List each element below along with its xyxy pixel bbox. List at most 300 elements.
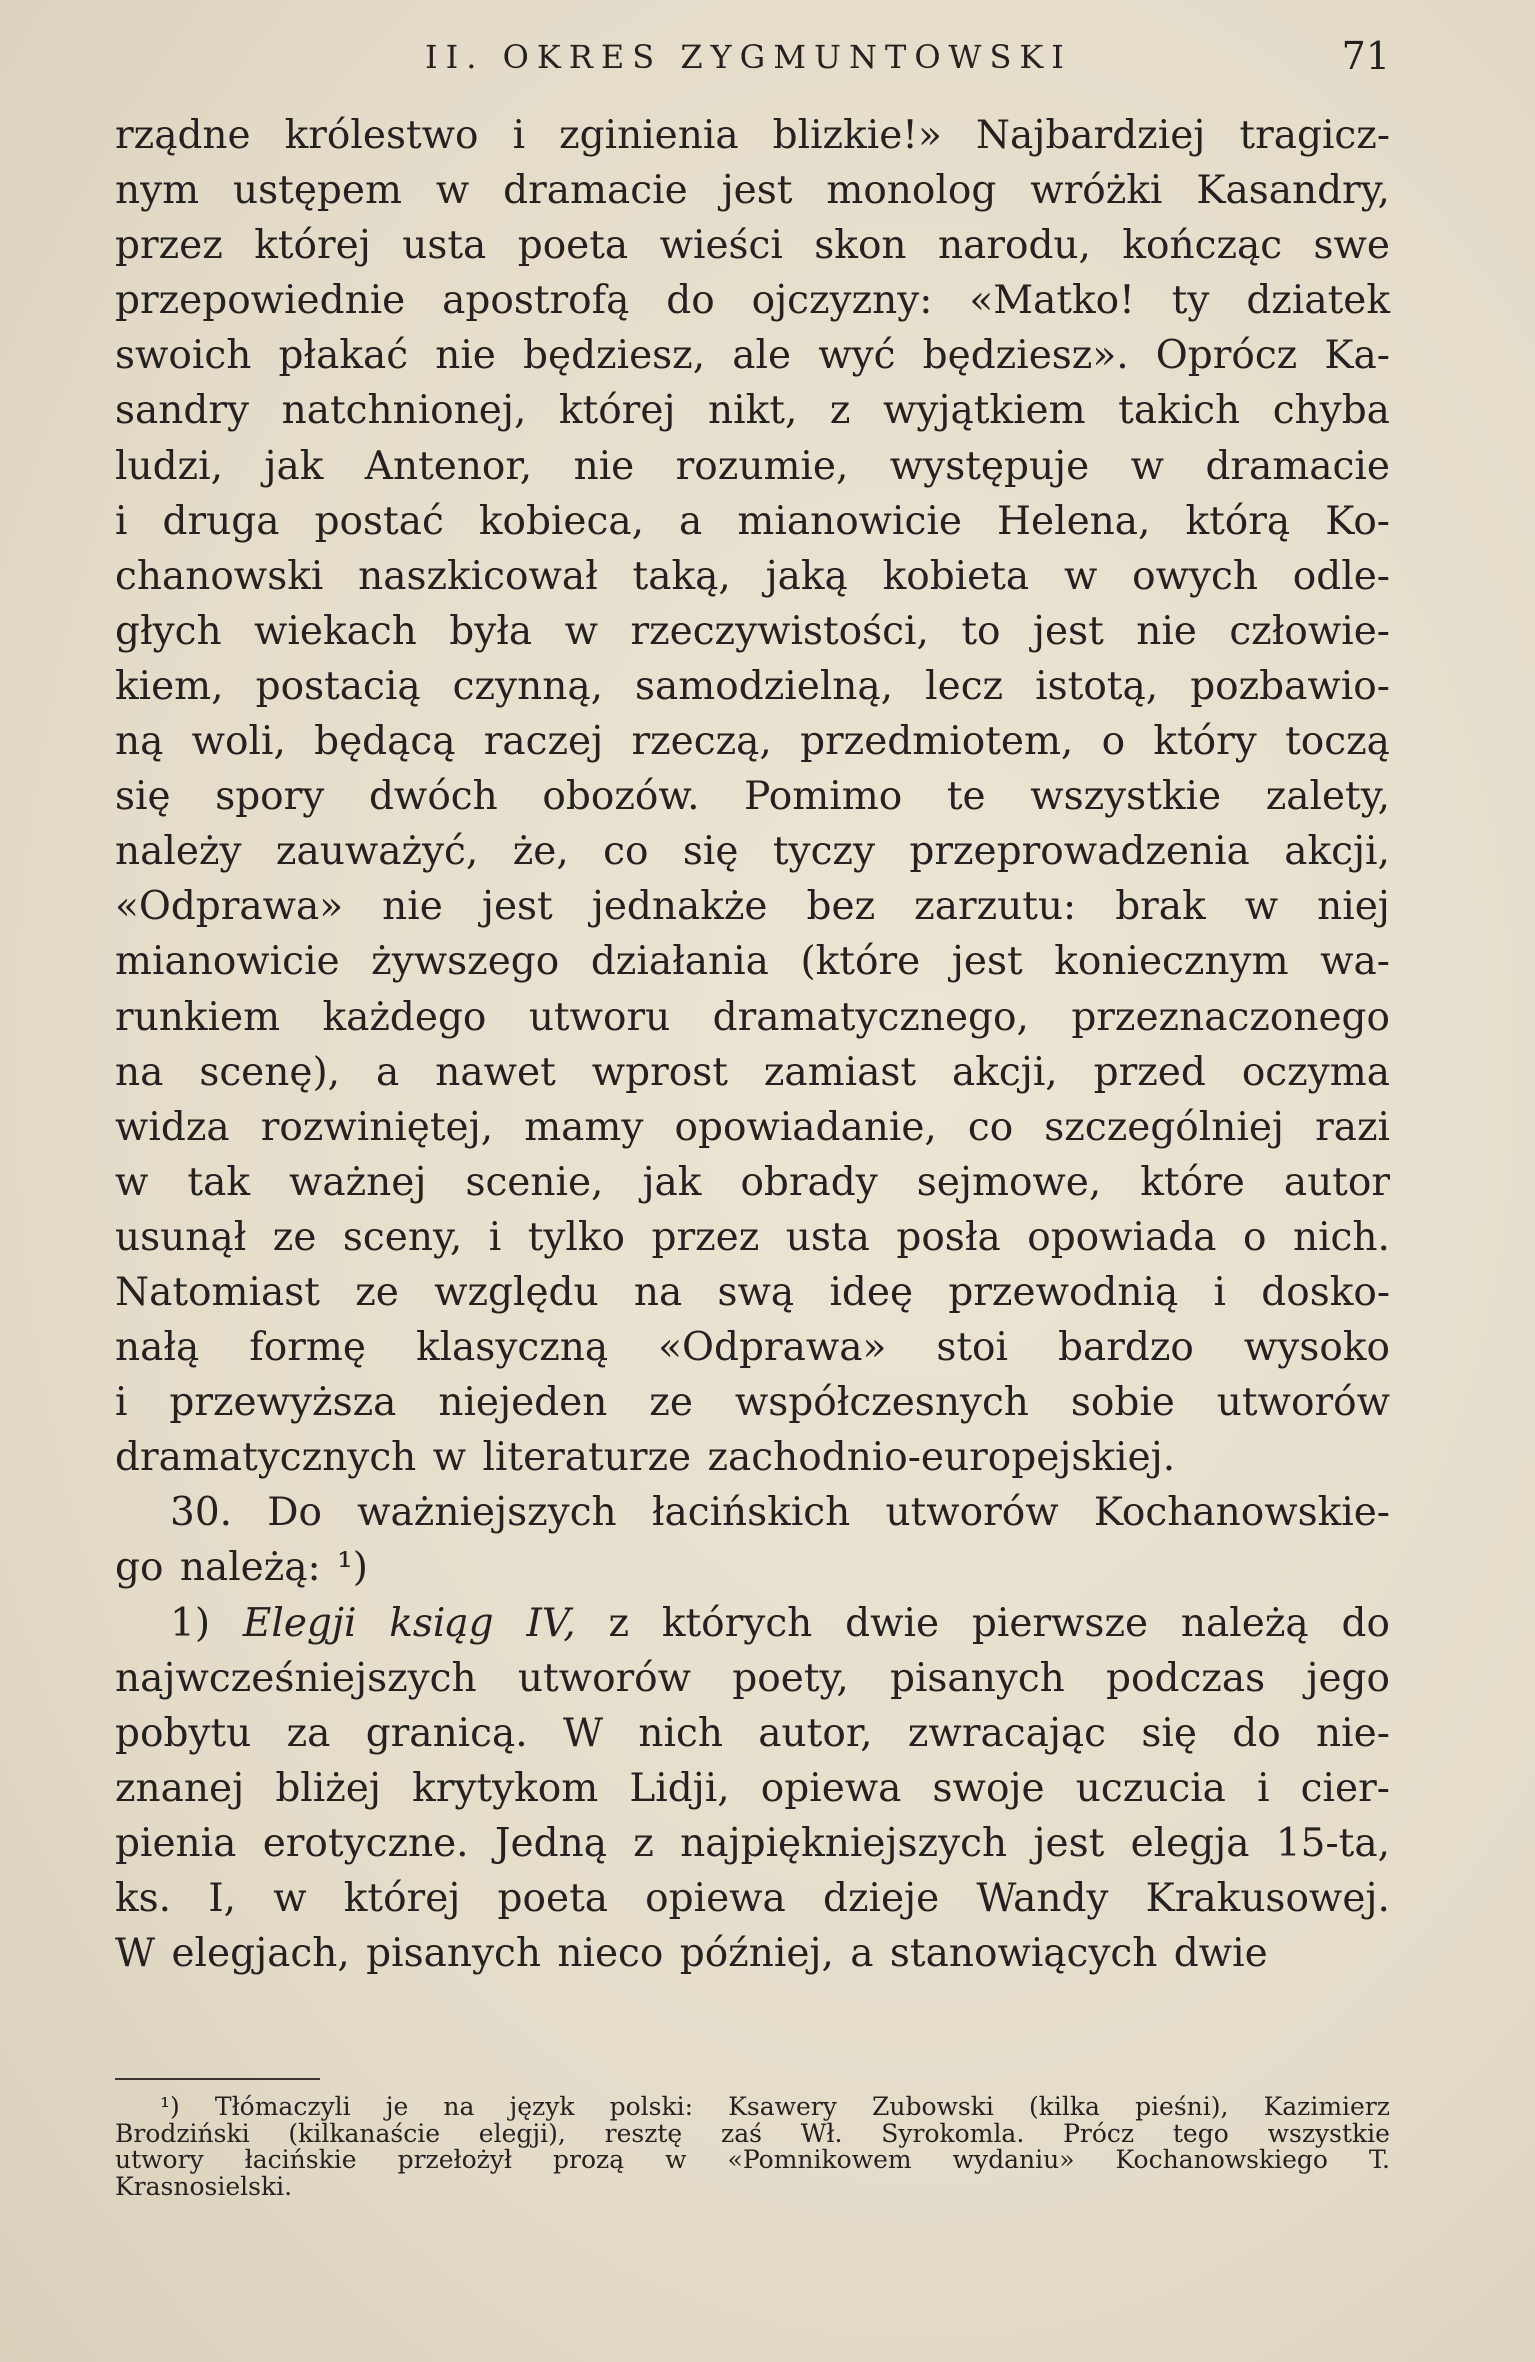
word: działania bbox=[590, 939, 769, 985]
word: była bbox=[449, 608, 533, 654]
word: rzeczywistości, bbox=[630, 608, 929, 654]
word: Kochanowskiego bbox=[1115, 2145, 1328, 2174]
word: Wł. bbox=[800, 2118, 843, 2148]
text-line bbox=[115, 163, 1390, 218]
word: lecz bbox=[925, 663, 1004, 709]
word: dzieje bbox=[822, 1876, 940, 1921]
word: elegji), bbox=[478, 2118, 566, 2148]
word: bardzo bbox=[1058, 1325, 1194, 1371]
word: ty bbox=[1171, 278, 1210, 324]
word: zauważyć, bbox=[275, 829, 479, 875]
word: wróżki bbox=[1030, 168, 1163, 214]
word: głych bbox=[115, 608, 222, 654]
text-line bbox=[115, 1485, 1390, 1540]
word: co bbox=[603, 829, 649, 875]
word: 15-ta, bbox=[1275, 1820, 1390, 1866]
text-line bbox=[115, 659, 1390, 714]
word: druga bbox=[162, 498, 280, 544]
word: nieco bbox=[557, 1931, 664, 1977]
word: ¹) bbox=[160, 2092, 180, 2121]
word: język bbox=[509, 2092, 575, 2121]
word: posła bbox=[896, 1214, 1001, 1260]
text-line bbox=[115, 1596, 1390, 1651]
word: monolog bbox=[826, 168, 997, 214]
text-line bbox=[115, 218, 1390, 273]
word: kobieca, bbox=[478, 498, 644, 544]
word: na bbox=[443, 2092, 475, 2121]
word: sobie bbox=[1070, 1380, 1175, 1426]
word: apostrofą bbox=[442, 278, 630, 324]
word: Pomimo bbox=[744, 774, 903, 820]
word: utworu bbox=[528, 994, 671, 1040]
word: wszystkie bbox=[1267, 2118, 1390, 2148]
word: istotą, bbox=[1035, 663, 1159, 709]
word: przeprowadzenia bbox=[909, 829, 1250, 875]
word: naszkicował bbox=[358, 553, 598, 599]
word: dwie bbox=[845, 1600, 940, 1646]
word: autor bbox=[1283, 1159, 1390, 1205]
word: (które bbox=[800, 939, 921, 985]
word: a bbox=[850, 1931, 874, 1977]
word: względu bbox=[434, 1269, 599, 1315]
word: brak bbox=[1115, 884, 1206, 930]
word: niej bbox=[1317, 884, 1390, 930]
word: elegjach, bbox=[171, 1931, 350, 1977]
word: te bbox=[946, 774, 986, 820]
text-line bbox=[115, 1761, 1390, 1816]
word: występuje bbox=[889, 443, 1090, 489]
text-line bbox=[115, 714, 1390, 769]
text-line bbox=[115, 1871, 1390, 1926]
word: W bbox=[562, 1710, 604, 1756]
footnotes bbox=[115, 2094, 1390, 2200]
word: utworów bbox=[885, 1490, 1059, 1536]
text-line bbox=[115, 1265, 1390, 1320]
word: woli, bbox=[191, 719, 286, 765]
word: odle- bbox=[1292, 553, 1390, 599]
word: ¹) bbox=[337, 1545, 368, 1591]
word: ze bbox=[272, 1214, 317, 1260]
word: spory bbox=[215, 774, 325, 820]
text-line bbox=[115, 1045, 1390, 1100]
word: postać bbox=[314, 498, 444, 544]
word: Prócz bbox=[1063, 2118, 1135, 2148]
word: płakać bbox=[278, 333, 409, 379]
text-line bbox=[115, 990, 1390, 1045]
word: o bbox=[1101, 719, 1126, 765]
word: sejmowe, bbox=[916, 1159, 1102, 1205]
word: nawet bbox=[435, 1049, 556, 1095]
word: łacińskich bbox=[651, 1490, 851, 1536]
word: których bbox=[661, 1600, 813, 1646]
word: i bbox=[1257, 1765, 1270, 1811]
word: Helena, bbox=[997, 498, 1151, 544]
word: będącą bbox=[314, 719, 456, 765]
word: w bbox=[1130, 443, 1165, 489]
word: w bbox=[665, 2145, 687, 2174]
word: Wandy bbox=[976, 1876, 1109, 1921]
word: wieści bbox=[659, 223, 783, 269]
word: skon bbox=[814, 223, 907, 269]
word: wa- bbox=[1320, 939, 1390, 985]
word: jest bbox=[951, 939, 1023, 985]
word: której bbox=[254, 223, 371, 269]
word: wiekach bbox=[254, 608, 417, 654]
word: nie bbox=[435, 333, 496, 379]
word: zwracając bbox=[907, 1710, 1107, 1756]
word: (kilka bbox=[1029, 2092, 1100, 2121]
word: pisanych bbox=[889, 1655, 1065, 1701]
word: Antenor, bbox=[364, 443, 533, 489]
word: się bbox=[1141, 1710, 1197, 1756]
footnote-line bbox=[115, 2147, 1390, 2174]
word: granicą. bbox=[365, 1710, 528, 1756]
word: poeta bbox=[497, 1876, 608, 1921]
word: blizkie!» bbox=[772, 113, 942, 158]
word: Kasandry, bbox=[1196, 168, 1390, 214]
word: Zubowski bbox=[871, 2092, 994, 2121]
word: Tłómaczyli bbox=[214, 2092, 351, 2121]
word: ojczyzny: bbox=[751, 278, 933, 324]
word: w bbox=[435, 168, 470, 214]
word: jaką bbox=[765, 553, 848, 599]
word: ksiąg bbox=[389, 1600, 494, 1646]
word: ustępem bbox=[233, 168, 402, 214]
word: pobytu bbox=[115, 1710, 252, 1756]
word: należy bbox=[115, 829, 242, 875]
word: kończąc bbox=[1122, 223, 1283, 269]
word: cier- bbox=[1300, 1765, 1390, 1811]
word: 30. bbox=[170, 1490, 233, 1536]
word: ze bbox=[355, 1269, 399, 1315]
word: Ksawery bbox=[728, 2092, 837, 2121]
word: ważnej bbox=[288, 1159, 427, 1205]
word: jest bbox=[1032, 608, 1104, 654]
word: I, bbox=[208, 1876, 237, 1921]
word: będziesz, bbox=[523, 333, 706, 379]
word: i bbox=[488, 1214, 502, 1260]
word: niejeden bbox=[438, 1380, 608, 1426]
word: przewyższa bbox=[169, 1380, 397, 1426]
word: poety, bbox=[732, 1655, 849, 1701]
word: przez bbox=[115, 223, 223, 269]
word: tragicz- bbox=[1239, 113, 1390, 158]
word: pienia bbox=[115, 1820, 237, 1866]
word: królestwo bbox=[284, 113, 479, 158]
word: w bbox=[273, 1876, 307, 1921]
word: wprost bbox=[591, 1049, 728, 1095]
word: bliżej bbox=[275, 1765, 381, 1811]
word: rozwiniętej, bbox=[260, 1104, 494, 1150]
word: kobieta bbox=[882, 553, 1030, 599]
word: dosko- bbox=[1261, 1269, 1390, 1315]
word: stanowiących bbox=[889, 1931, 1158, 1977]
word: później, bbox=[679, 1931, 834, 1977]
word: W bbox=[115, 1931, 156, 1977]
word: uczucia bbox=[1075, 1765, 1226, 1811]
text-line bbox=[115, 604, 1390, 659]
word: Lidji, bbox=[629, 1765, 730, 1811]
word: dramatycznego, bbox=[712, 994, 1029, 1040]
word: Kochanowskie- bbox=[1093, 1490, 1390, 1536]
footnote-line bbox=[115, 2171, 1390, 2201]
word: i bbox=[115, 1380, 128, 1426]
word: narodu, bbox=[937, 223, 1091, 269]
word: Kazimierz bbox=[1263, 2092, 1390, 2121]
word: łacińskie bbox=[244, 2145, 357, 2174]
text-line bbox=[115, 108, 1390, 163]
text-line bbox=[115, 549, 1390, 604]
word: dwie bbox=[1173, 1931, 1268, 1977]
word: wyjątkiem bbox=[883, 388, 1086, 434]
word: przełożył bbox=[397, 2145, 513, 2174]
word: swą bbox=[717, 1269, 795, 1315]
word: oczyma bbox=[1241, 1049, 1390, 1095]
word: usta bbox=[785, 1214, 870, 1260]
word: się bbox=[115, 774, 171, 820]
text-line bbox=[115, 1816, 1390, 1871]
word: szczególniej bbox=[1044, 1104, 1285, 1150]
word: stoi bbox=[936, 1325, 1008, 1371]
text-line bbox=[115, 1155, 1390, 1210]
word: ważniejszych bbox=[357, 1490, 617, 1536]
word: którą bbox=[1185, 498, 1291, 544]
word: należą: bbox=[179, 1545, 321, 1591]
word: usta bbox=[402, 223, 487, 269]
word: elegja bbox=[1130, 1820, 1250, 1866]
word: mianowicie bbox=[737, 498, 962, 544]
word: że, bbox=[512, 829, 569, 875]
word: które bbox=[1140, 1159, 1245, 1205]
word: dramatycznych bbox=[115, 1435, 417, 1481]
word: go bbox=[115, 1545, 164, 1591]
text-line bbox=[115, 934, 1390, 989]
word: pisanych bbox=[366, 1931, 541, 1977]
word: opowiadanie, bbox=[674, 1104, 937, 1150]
word: Ko- bbox=[1325, 498, 1390, 544]
text-line bbox=[115, 1540, 1390, 1595]
word: pierwsze bbox=[971, 1600, 1149, 1646]
text-line bbox=[115, 383, 1390, 438]
word: owych bbox=[1132, 553, 1258, 599]
word: należą bbox=[1180, 1600, 1309, 1646]
word: scenie, bbox=[465, 1159, 604, 1205]
word: sceny, bbox=[342, 1214, 463, 1260]
word: z bbox=[633, 1820, 654, 1866]
word: Ka- bbox=[1324, 333, 1390, 379]
word: ks. bbox=[115, 1876, 172, 1921]
word: przewodnią bbox=[948, 1269, 1179, 1315]
word: się bbox=[682, 829, 739, 875]
word: czynną, bbox=[452, 663, 603, 709]
word: «Odprawa» bbox=[115, 884, 344, 930]
word: (kilkanaście bbox=[288, 2118, 440, 2148]
word: literaturze bbox=[482, 1435, 692, 1481]
word: żywszego bbox=[371, 939, 560, 985]
word: zachodnio-europejskiej. bbox=[707, 1435, 1176, 1481]
word: rozumie, bbox=[675, 443, 849, 489]
word: krytykom bbox=[412, 1765, 599, 1811]
word: utworów bbox=[1216, 1380, 1390, 1426]
word: runkiem bbox=[115, 994, 281, 1040]
word: usunął bbox=[115, 1214, 247, 1260]
word: tak bbox=[187, 1159, 250, 1205]
word: dziatek bbox=[1246, 278, 1390, 324]
word: kiem, bbox=[115, 663, 224, 709]
word: do bbox=[666, 278, 715, 324]
word: wydaniu» bbox=[952, 2145, 1075, 2174]
word: obozów. bbox=[542, 774, 700, 820]
word: każdego bbox=[322, 994, 487, 1040]
text-line bbox=[115, 439, 1390, 494]
word: na bbox=[633, 1269, 683, 1315]
page-number: 71 bbox=[1341, 34, 1390, 78]
word: na bbox=[115, 1049, 164, 1095]
word: poeta bbox=[517, 223, 629, 269]
word: mamy bbox=[524, 1104, 644, 1150]
word: jak bbox=[264, 443, 324, 489]
text-line bbox=[115, 1706, 1390, 1761]
word: 1) bbox=[170, 1600, 211, 1646]
word: natchnionej, bbox=[281, 388, 527, 434]
word: sandry bbox=[115, 388, 250, 434]
word: IV, bbox=[526, 1600, 576, 1646]
word: koniecznym bbox=[1054, 939, 1289, 985]
word: i bbox=[1213, 1269, 1226, 1315]
word: wszystkie bbox=[1030, 774, 1222, 820]
word: jak bbox=[642, 1159, 702, 1205]
word: Brodziński bbox=[115, 2118, 250, 2148]
word: nałą bbox=[115, 1325, 200, 1371]
word: Natomiast bbox=[115, 1269, 320, 1315]
word: ideę bbox=[829, 1269, 914, 1315]
word: rzeczą, bbox=[631, 719, 772, 765]
text-line bbox=[115, 769, 1390, 824]
word: taką, bbox=[632, 553, 731, 599]
word: przeznaczonego bbox=[1071, 994, 1390, 1040]
word: obrady bbox=[740, 1159, 878, 1205]
word: ze bbox=[649, 1380, 693, 1426]
footnote-line bbox=[115, 2118, 1390, 2148]
word: T. bbox=[1369, 2145, 1390, 2174]
text-line bbox=[115, 273, 1390, 328]
word: który bbox=[1153, 719, 1257, 765]
text-line bbox=[115, 1320, 1390, 1375]
word: Oprócz bbox=[1155, 333, 1298, 379]
word: ludzi, bbox=[115, 443, 223, 489]
word: w bbox=[564, 608, 598, 654]
word: człowie- bbox=[1229, 608, 1390, 654]
word: tylko bbox=[527, 1214, 625, 1260]
word: jest bbox=[1033, 1820, 1105, 1866]
word: swe bbox=[1313, 223, 1390, 269]
word: w bbox=[432, 1435, 467, 1481]
word: resztę bbox=[604, 2118, 683, 2148]
word: akcji, bbox=[952, 1049, 1058, 1095]
main-text bbox=[115, 108, 1390, 1981]
word: Elegji bbox=[242, 1600, 357, 1646]
running-head: II. OKRES ZYGMUNTOWSKI bbox=[425, 38, 1072, 76]
word: akcji, bbox=[1284, 829, 1390, 875]
word: samodzielną, bbox=[635, 663, 894, 709]
word: jest bbox=[481, 884, 553, 930]
word: scenę), bbox=[199, 1049, 341, 1095]
word: nie bbox=[573, 443, 635, 489]
word: do bbox=[1232, 1710, 1281, 1756]
word: Syrokomla. bbox=[881, 2118, 1025, 2148]
footnote-divider bbox=[115, 2078, 320, 2080]
word: «Pomnikowem bbox=[727, 2145, 912, 2174]
word: w bbox=[1244, 884, 1279, 930]
word: co bbox=[967, 1104, 1014, 1150]
word: nich bbox=[638, 1710, 723, 1756]
word: pieśni), bbox=[1135, 2092, 1229, 2121]
word: prozą bbox=[553, 2145, 625, 2174]
word: podczas bbox=[1106, 1655, 1266, 1701]
word: najwcześniejszych bbox=[115, 1655, 477, 1701]
word: tego bbox=[1172, 2118, 1229, 2148]
word: nie bbox=[1136, 608, 1197, 654]
word: wyć bbox=[818, 333, 896, 379]
word: toczą bbox=[1285, 719, 1390, 765]
word: z bbox=[608, 1600, 630, 1646]
word: utworów bbox=[517, 1655, 692, 1701]
word: w bbox=[1063, 553, 1098, 599]
word: nie bbox=[382, 884, 443, 930]
word: nikt, bbox=[708, 388, 798, 434]
word: opowiada bbox=[1027, 1214, 1217, 1260]
word: nym bbox=[115, 168, 200, 214]
text-line bbox=[115, 328, 1390, 383]
word: znanej bbox=[115, 1765, 245, 1811]
word: jego bbox=[1306, 1655, 1390, 1701]
word: nie- bbox=[1316, 1710, 1390, 1756]
word: to bbox=[961, 608, 1001, 654]
word: autor, bbox=[758, 1710, 873, 1756]
word: takich bbox=[1118, 388, 1241, 434]
word: swoich bbox=[115, 333, 252, 379]
word: opiewa bbox=[645, 1876, 786, 1921]
word: erotyczne. bbox=[262, 1820, 469, 1866]
word: polski: bbox=[609, 2092, 694, 2121]
word: do bbox=[1341, 1600, 1390, 1646]
word: ale bbox=[732, 333, 792, 379]
text-line bbox=[115, 494, 1390, 549]
word: widza bbox=[115, 1104, 230, 1150]
word: dwóch bbox=[368, 774, 498, 820]
word: swoje bbox=[932, 1765, 1045, 1811]
word: zalety, bbox=[1265, 774, 1390, 820]
word: wysoko bbox=[1243, 1325, 1390, 1371]
word: «Odprawa» bbox=[658, 1325, 887, 1371]
word: dramacie bbox=[503, 168, 688, 214]
word: jest bbox=[721, 168, 793, 214]
word: o bbox=[1242, 1214, 1267, 1260]
word: przedmiotem, bbox=[800, 719, 1074, 765]
word: zaś bbox=[721, 2118, 762, 2148]
text-line bbox=[115, 1100, 1390, 1155]
word: a bbox=[679, 498, 703, 544]
word: zginienia bbox=[559, 113, 739, 158]
word: «Matko! bbox=[969, 278, 1135, 324]
word: Jedną bbox=[494, 1820, 607, 1866]
word: będziesz». bbox=[922, 333, 1129, 379]
text-line bbox=[115, 879, 1390, 934]
word: klasyczną bbox=[415, 1325, 609, 1371]
word: jednakże bbox=[591, 884, 768, 930]
footnote-line bbox=[115, 2094, 1390, 2121]
word: a bbox=[376, 1049, 400, 1095]
